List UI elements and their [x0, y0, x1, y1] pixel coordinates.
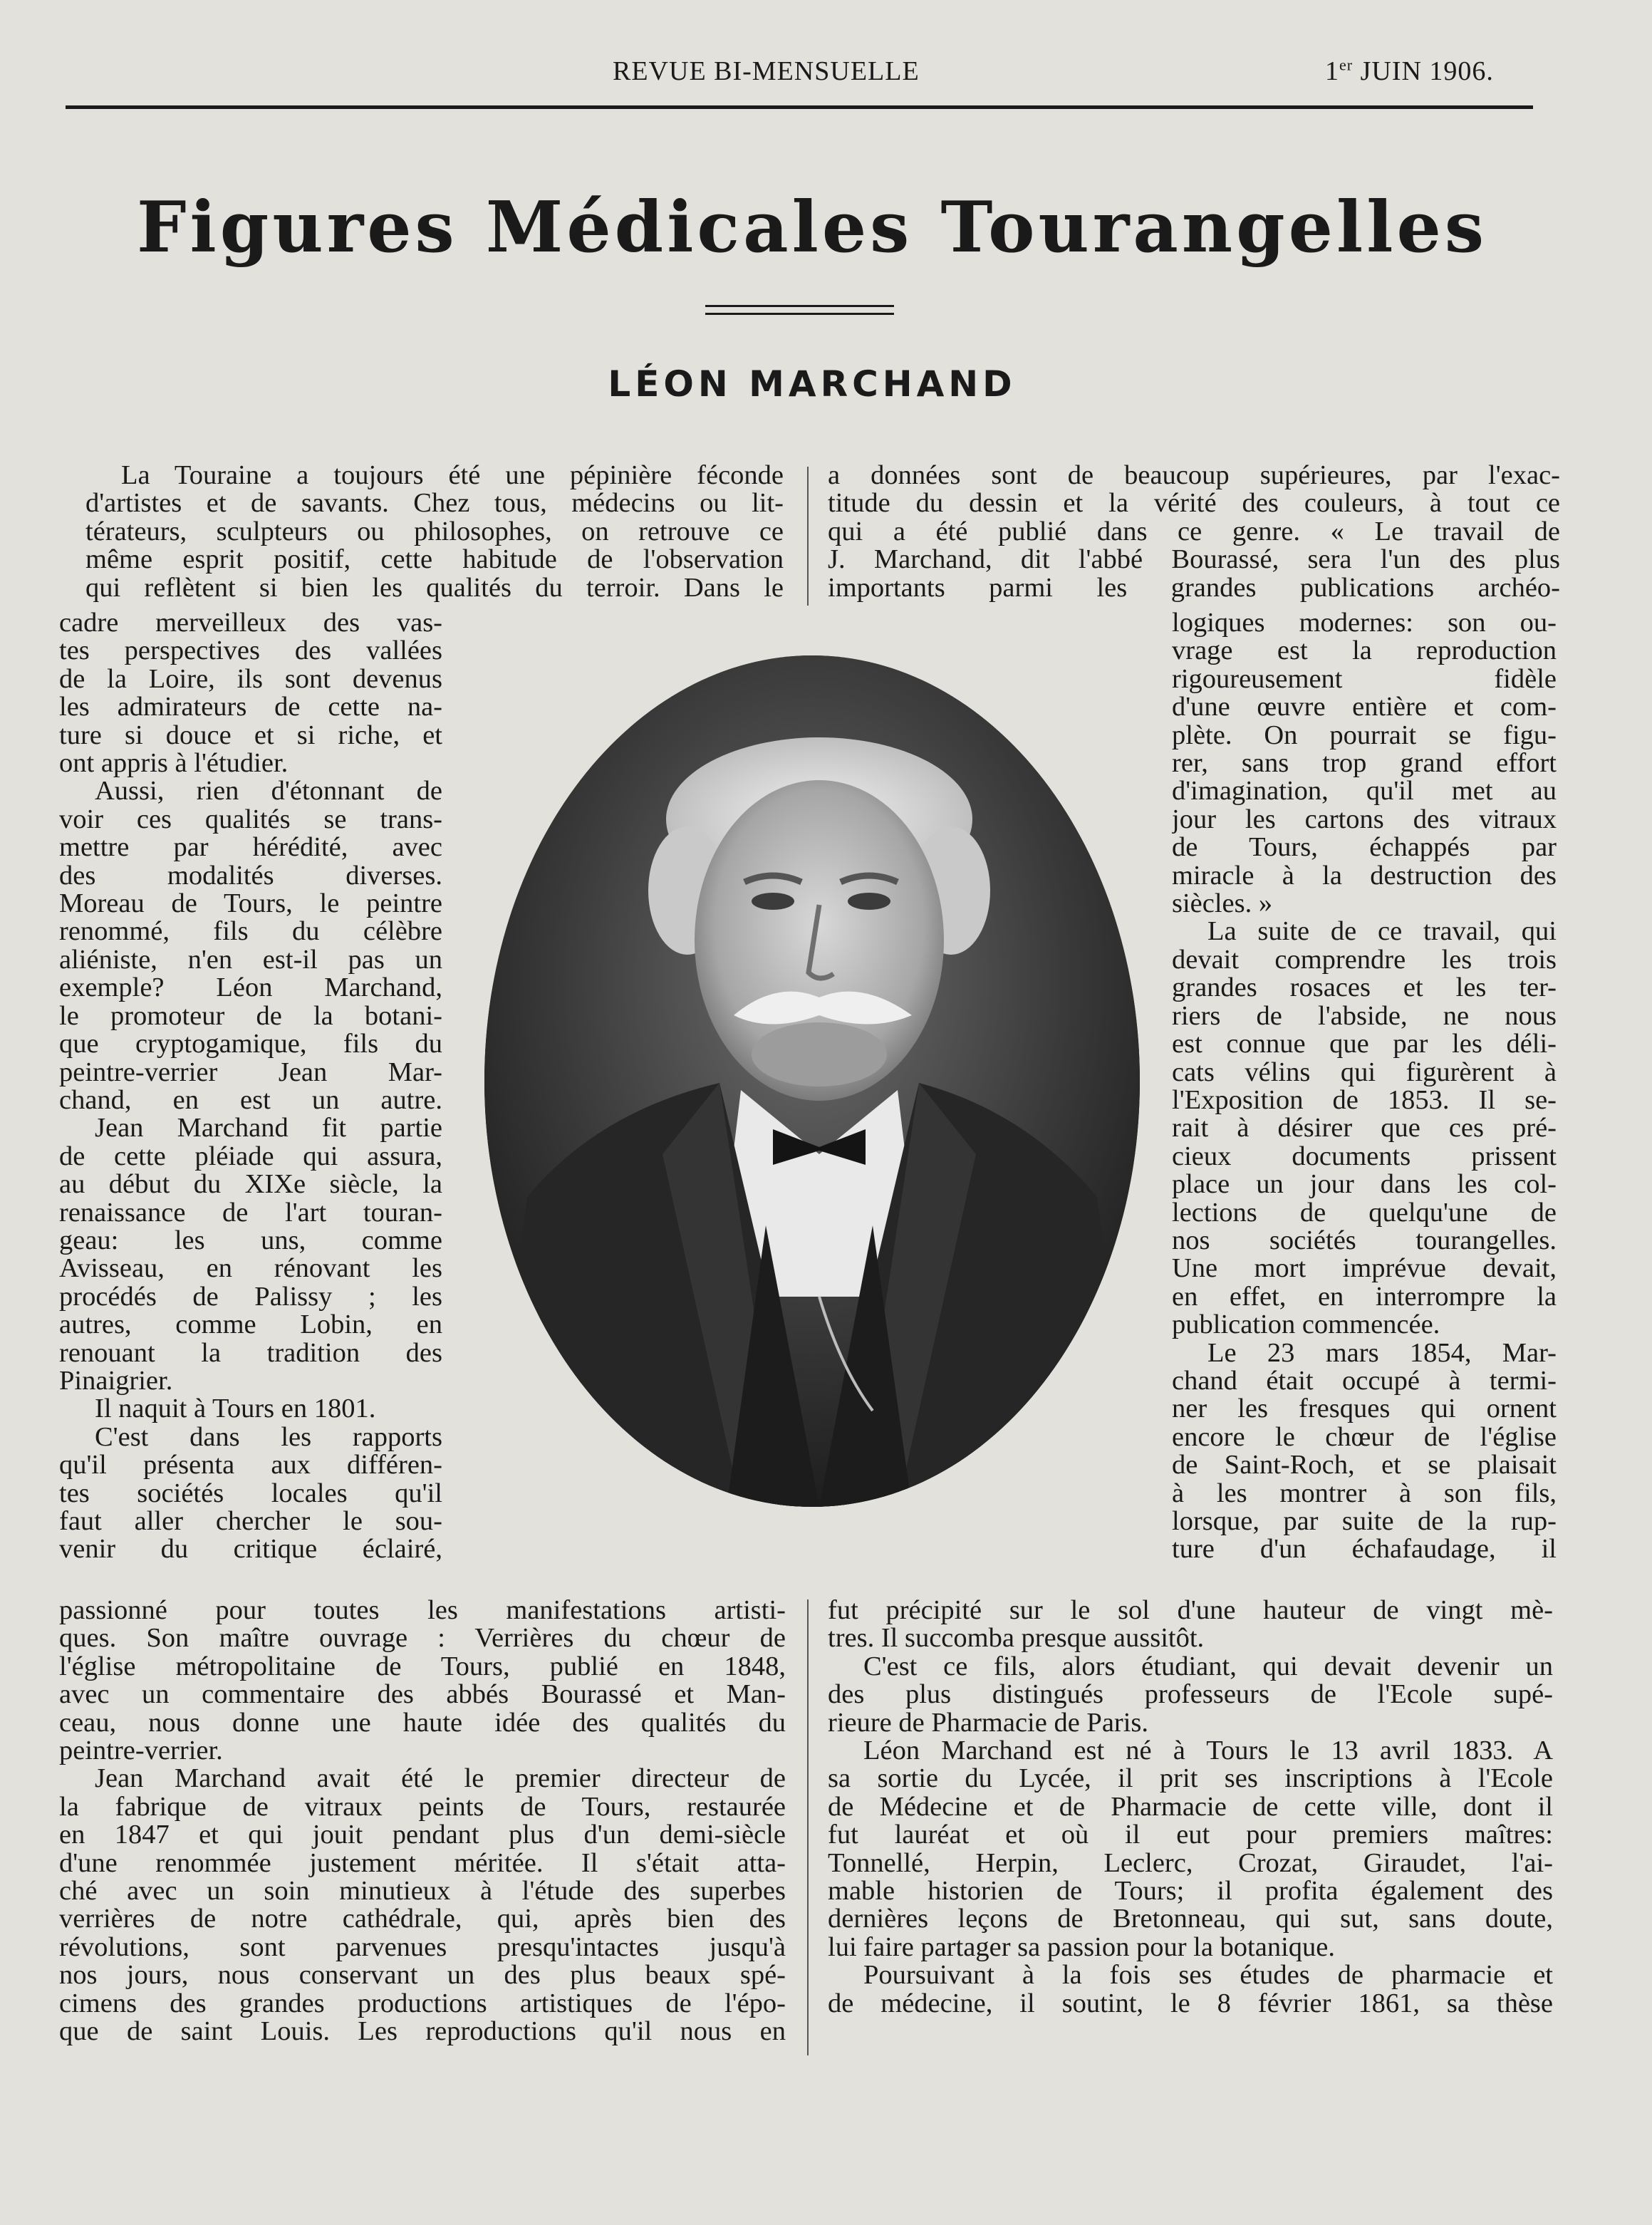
text-line: l'Exposition de 1853. Il se-	[1172, 1086, 1557, 1115]
text-line: des plus distingués professeurs de l'Ecole supé-	[828, 1681, 1553, 1709]
title-ornament	[705, 305, 894, 315]
text-line: renaissance de l'art touran-	[59, 1198, 442, 1227]
text-line: en effet, en interrompre la	[1172, 1282, 1557, 1312]
text-line: grandes rosaces et les ter-	[1172, 974, 1557, 1002]
text-line: Le 23 mars 1854, Mar-	[1207, 1339, 1557, 1367]
text-line: Une mort imprévue devait,	[1172, 1255, 1557, 1283]
text-line: chand, en est un autre.	[59, 1086, 442, 1115]
text-block-right-narrow	[1172, 609, 1557, 1564]
text-line: de la Loire, ils sont devenus	[59, 665, 442, 694]
text-block-lower-left	[59, 1597, 786, 2046]
text-line: nos jours, nous conservant un des plus beaux spé-	[59, 1961, 786, 1990]
text-line: térateurs, sculpteurs ou philosophes, on retrouve ce	[85, 517, 784, 546]
text-line: J. Marchand, dit l'abbé Bourassé, sera l'un des plus	[828, 546, 1560, 574]
text-line: le promoteur de la botani-	[59, 1002, 442, 1031]
text-line: vrage est la reproduction	[1172, 637, 1557, 665]
text-line: Avisseau, en rénovant les	[59, 1255, 442, 1283]
text-line: faut aller chercher le sou-	[59, 1508, 442, 1536]
column-divider-top	[807, 467, 809, 606]
text-line: chand était occupé à termi-	[1172, 1366, 1557, 1396]
text-line: exemple? Léon Marchand,	[59, 974, 442, 1002]
text-line: Jean Marchand fit partie	[95, 1114, 442, 1143]
text-line: Tonnellé, Herpin, Leclerc, Crozat, Giraudet, l'ai-	[828, 1849, 1553, 1878]
text-line: devait comprendre les trois	[1172, 945, 1557, 975]
text-line: La Touraine a toujours été une pépinière féconde	[121, 462, 784, 490]
text-line: nos sociétés tourangelles.	[1172, 1226, 1557, 1255]
text-line: peintre-verrier.	[59, 1737, 223, 1765]
text-line: révolutions, sont parvenues presqu'intactes jusqu'à	[59, 1933, 786, 1962]
text-line: passionné pour toutes les manifestations artisti-	[59, 1597, 786, 1625]
text-line: que de saint Louis. Les reproductions qu'il nous en	[59, 2018, 786, 2046]
text-line: que cryptogamique, fils du	[59, 1030, 442, 1059]
text-line: a données sont de beaucoup supérieures, par l'exac-	[828, 462, 1560, 490]
text-line: verrières de notre cathédrale, qui, après bien des	[59, 1905, 786, 1934]
text-line: peintre-verrier Jean Mar-	[59, 1058, 442, 1086]
text-line: renommé, fils du célèbre	[59, 918, 442, 946]
text-line: rer, sans trop grand effort	[1172, 750, 1557, 778]
text-line: des modalités diverses.	[59, 861, 442, 891]
header-rule	[66, 105, 1533, 109]
column-divider-bottom	[807, 1599, 809, 2055]
text-line: fut précipité sur le sol d'une hauteur de vingt mè-	[828, 1597, 1553, 1625]
text-line: mettre par hérédité, avec	[59, 834, 442, 862]
date-day: 1	[1325, 56, 1339, 86]
text-line: C'est ce fils, alors étudiant, qui devait devenir un	[863, 1652, 1553, 1681]
date-superscript: er	[1339, 56, 1354, 74]
text-block-left-narrow	[59, 609, 442, 1564]
text-line: la fabrique de vitraux peints de Tours, restaurée	[59, 1793, 786, 1822]
text-line: Léon Marchand est né à Tours le 13 avril 1833. A	[863, 1737, 1553, 1765]
text-line: fut lauréat et où il eut pour premiers maîtres:	[828, 1821, 1553, 1850]
text-line: d'artistes et de savants. Chez tous, médecins ou lit-	[85, 489, 784, 518]
date-rest: JUIN 1906.	[1353, 56, 1494, 86]
text-line: ont appris à l'étudier.	[59, 750, 289, 778]
text-line: aliéniste, n'en est-il pas un	[59, 945, 442, 975]
text-line: La suite de ce travail, qui	[1207, 918, 1557, 946]
text-line: ture d'un échafaudage, il	[1172, 1535, 1557, 1564]
text-line: logiques modernes: son ou-	[1172, 609, 1557, 638]
text-line: venir du critique éclairé,	[59, 1535, 442, 1564]
text-line: lections de quelqu'une de	[1172, 1198, 1557, 1227]
text-line: Aussi, rien d'étonnant de	[95, 777, 442, 806]
text-line: Pinaigrier.	[59, 1366, 173, 1396]
text-line: cadre merveilleux des vas-	[59, 609, 442, 638]
text-line: cimens des grandes productions artistiques de l'épo-	[59, 1989, 786, 2018]
text-line: cieux documents prissent	[1172, 1142, 1557, 1171]
text-line: est connue que par les déli-	[1172, 1030, 1557, 1059]
text-block-intro-right	[828, 462, 1560, 602]
text-line: miracle à la destruction des	[1172, 861, 1557, 891]
text-line: encore le chœur de l'église	[1172, 1423, 1557, 1452]
text-line: procédés de Palissy ; les	[59, 1282, 442, 1312]
text-line: avec un commentaire des abbés Bourassé et Man-	[59, 1681, 786, 1709]
text-line: Moreau de Tours, le peintre	[59, 890, 442, 918]
text-line: plète. On pourrait se figu-	[1172, 721, 1557, 750]
text-line: voir ces qualités se trans-	[59, 805, 442, 834]
text-line: cats vélins qui figurèrent à	[1172, 1058, 1557, 1086]
text-line: de Saint-Roch, et se plaisait	[1172, 1451, 1557, 1480]
text-line: de cette pléiade qui assura,	[59, 1142, 442, 1171]
running-header-date	[1325, 56, 1494, 87]
text-line: d'imagination, qu'il met au	[1172, 777, 1557, 806]
text-line: qu'il présenta aux différen-	[59, 1451, 442, 1480]
text-line: d'une œuvre entière et com-	[1172, 693, 1557, 722]
text-line: sa sortie du Lycée, il prit ses inscriptions à l'Ecole	[828, 1765, 1553, 1793]
text-block-intro-left	[85, 462, 784, 602]
text-line: ceau, nous donne une haute idée des qualités du	[59, 1708, 786, 1738]
text-line: autres, comme Lobin, en	[59, 1311, 442, 1339]
text-line: de Médecine et de Pharmacie de cette ville, dont il	[828, 1793, 1553, 1822]
text-line: tes perspectives des vallées	[59, 637, 442, 665]
article-title: Figures Médicales Tourangelles	[136, 187, 1487, 269]
text-line: publication commencée.	[1172, 1311, 1440, 1339]
text-line: dernières leçons de Bretonneau, qui sut, sans doute,	[828, 1905, 1553, 1934]
text-line: l'église métropolitaine de Tours, publié en 1848,	[59, 1652, 786, 1681]
article-subtitle: LÉON MARCHAND	[608, 363, 1017, 405]
text-line: ner les fresques qui ornent	[1172, 1395, 1557, 1423]
text-line: d'une renommée justement méritée. Il s'était atta-	[59, 1849, 786, 1878]
text-line: importants parmi les grandes publications archéo-	[828, 574, 1560, 603]
text-line: siècles. »	[1172, 890, 1273, 918]
text-line: ques. Son maître ouvrage : Verrières du chœur de	[59, 1624, 786, 1653]
text-line: lui faire partager sa passion pour la botanique.	[828, 1933, 1336, 1962]
text-line: tres. Il succomba presque aussitôt.	[828, 1624, 1205, 1653]
text-line: qui a été publié dans ce genre. « Le travail de	[828, 517, 1560, 546]
text-line: riers de l'abside, ne nous	[1172, 1002, 1557, 1031]
text-line: Jean Marchand avait été le premier directeur de	[95, 1765, 786, 1793]
text-line: ché avec un soin minutieux à l'étude des superbes	[59, 1877, 786, 1906]
text-line: renouant la tradition des	[59, 1339, 442, 1367]
running-header-journal: REVUE BI-MENSUELLE	[613, 56, 920, 86]
text-line: rait à désirer que ces pré-	[1172, 1114, 1557, 1143]
portrait-photo	[484, 655, 1140, 1507]
text-line: au début du XIXe siècle, la	[59, 1171, 442, 1199]
text-block-lower-right	[828, 1597, 1553, 2018]
text-line: Il naquit à Tours en 1801.	[95, 1395, 376, 1423]
text-line: même esprit positif, cette habitude de l'observation	[85, 546, 784, 574]
text-line: de médecine, il soutint, le 8 février 1861, sa thèse	[828, 1989, 1553, 2018]
text-line: rieure de Pharmacie de Paris.	[828, 1708, 1149, 1738]
text-line: les admirateurs de cette na-	[59, 693, 442, 722]
text-line: titude du dessin et la vérité des couleurs, à tout ce	[828, 489, 1560, 518]
text-line: de Tours, échappés par	[1172, 834, 1557, 862]
text-line: Poursuivant à la fois ses études de pharmacie et	[863, 1961, 1553, 1990]
text-line: rigoureusement fidèle	[1172, 665, 1557, 694]
text-line: mable historien de Tours; il profita également des	[828, 1877, 1553, 1906]
text-line: C'est dans les rapports	[95, 1423, 442, 1452]
text-line: place un jour dans les col-	[1172, 1171, 1557, 1199]
text-line: ture si douce et si riche, et	[59, 721, 442, 750]
text-line: à les montrer à son fils,	[1172, 1479, 1557, 1508]
text-line: qui reflètent si bien les qualités du terroir. Dans le	[85, 574, 784, 603]
text-line: lorsque, par suite de la rup-	[1172, 1508, 1557, 1536]
text-line: geau: les uns, comme	[59, 1226, 442, 1255]
text-line: tes sociétés locales qu'il	[59, 1479, 442, 1508]
text-line: en 1847 et qui jouit pendant plus d'un demi-siècle	[59, 1821, 786, 1850]
text-line: jour les cartons des vitraux	[1172, 805, 1557, 834]
